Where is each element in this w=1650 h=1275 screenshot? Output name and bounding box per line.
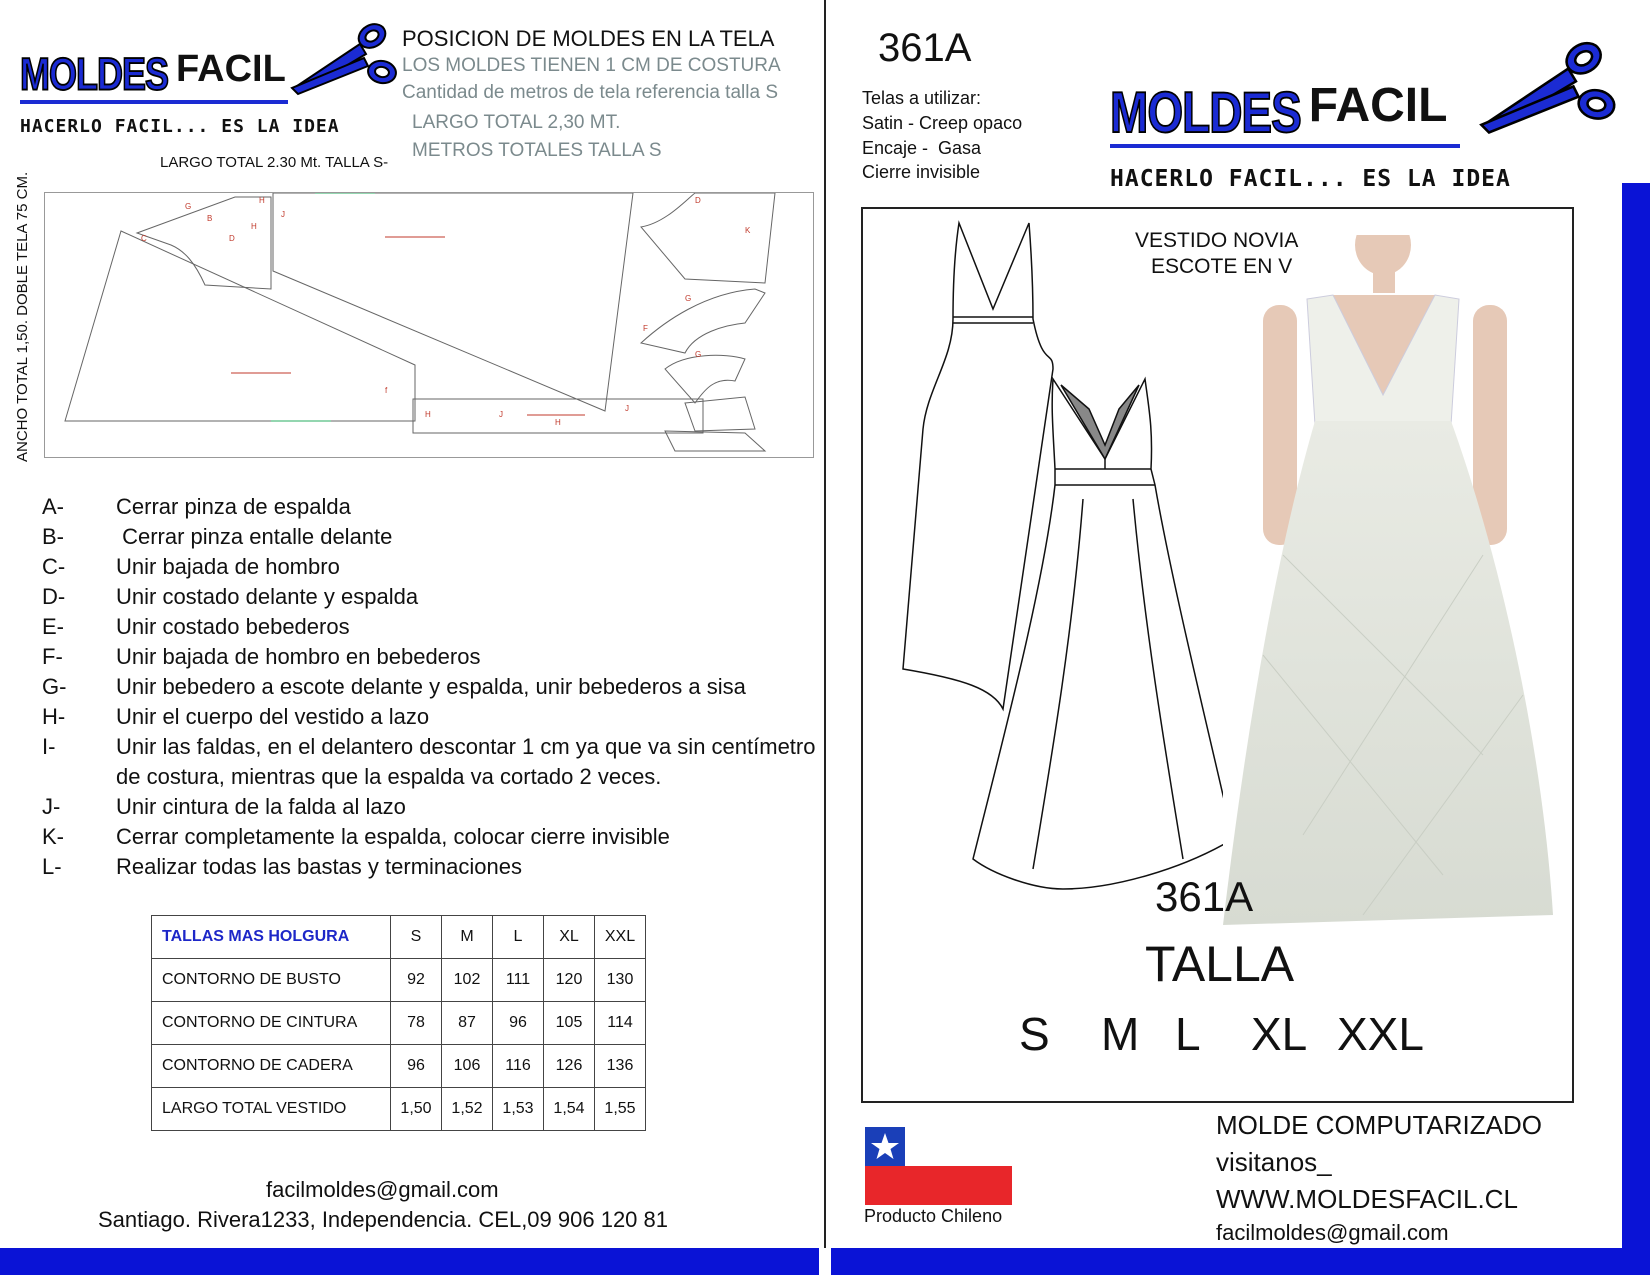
step-key: I- xyxy=(42,734,56,759)
table-header-cell: S xyxy=(391,916,442,959)
logo-word-facil: FACIL xyxy=(1308,79,1448,132)
side-width-label: ANCHO TOTAL 1,50. DOBLE TELA 75 CM. xyxy=(14,171,31,462)
step-text: Unir bajada de hombro xyxy=(116,554,340,579)
svg-text:J: J xyxy=(499,410,503,419)
svg-text:H: H xyxy=(555,418,561,427)
fabric-line: Cierre invisible xyxy=(862,162,981,182)
table-cell: 111 xyxy=(493,959,544,1002)
svg-text:G: G xyxy=(685,294,692,303)
header-total-meters: METROS TOTALES TALLA S xyxy=(412,140,662,161)
table-header-cell: TALLAS MAS HOLGURA xyxy=(152,916,391,959)
size-table xyxy=(151,915,646,1131)
fabric-line: Satin - Creep opaco xyxy=(862,113,1023,133)
header-title: POSICION DE MOLDES EN LA TELA xyxy=(402,26,775,51)
dress-illustration-box xyxy=(861,207,1574,1103)
list-item xyxy=(42,822,822,852)
table-cell: 120 xyxy=(544,959,595,1002)
size-option: L xyxy=(1175,1008,1201,1060)
step-key: G- xyxy=(42,674,67,699)
size-options xyxy=(1019,1007,1424,1061)
table-row xyxy=(152,1002,646,1045)
website-link[interactable]: WWW.MOLDESFACIL.CL xyxy=(1216,1184,1518,1214)
table-cell: 1,50 xyxy=(391,1088,442,1131)
list-item xyxy=(42,612,822,642)
table-header-cell: L xyxy=(493,916,544,959)
svg-text:J: J xyxy=(625,404,629,413)
pattern-layout xyxy=(44,192,814,458)
size-option: S xyxy=(1019,1008,1050,1060)
pattern-piece-bodice-back xyxy=(137,197,271,289)
table-header-cell: XL xyxy=(544,916,595,959)
table-cell: 87 xyxy=(442,1002,493,1045)
svg-text:H: H xyxy=(259,196,265,205)
chile-flag-icon xyxy=(865,1127,1012,1205)
table-cell: 114 xyxy=(595,1002,646,1045)
table-row xyxy=(152,1088,646,1131)
scissors-icon xyxy=(1466,30,1622,148)
table-header-cell: M xyxy=(442,916,493,959)
table-cell: 1,54 xyxy=(544,1088,595,1131)
step-text: Unir bajada de hombro en bebederos xyxy=(116,644,481,669)
step-text: Cerrar completamente la espalda, colocar cierre invisible xyxy=(116,824,670,849)
contact-address: Santiago. Rivera1233, Independencia. CEL,09 906 120 81 xyxy=(98,1207,668,1232)
table-cell: 1,55 xyxy=(595,1088,646,1131)
step-key: C- xyxy=(42,554,66,579)
table-cell: 126 xyxy=(544,1045,595,1088)
list-item xyxy=(42,672,822,702)
fabric-heading: Telas a utilizar: xyxy=(862,88,982,108)
table-cell: 106 xyxy=(442,1045,493,1088)
svg-text:J: J xyxy=(281,210,285,219)
header-total-length: LARGO TOTAL 2,30 MT. xyxy=(412,112,621,133)
table-cell: CONTORNO DE CADERA xyxy=(152,1045,391,1088)
step-key: E- xyxy=(42,614,64,639)
step-text: Unir las faldas, en el delantero descontar 1 cm ya que va sin centímetro de costura, mientras que la espalda va cortado 2 veces. xyxy=(116,734,816,789)
step-text: Cerrar pinza de espalda xyxy=(116,494,351,519)
step-text: Unir costado bebederos xyxy=(116,614,350,639)
assembly-steps xyxy=(42,492,822,882)
dress-flat-sketch xyxy=(883,209,1223,899)
table-header-row xyxy=(152,916,646,959)
bride-photo xyxy=(1223,235,1553,925)
header-seam-note: LOS MOLDES TIENEN 1 CM DE COSTURA xyxy=(402,55,781,76)
table-cell: 78 xyxy=(391,1002,442,1045)
svg-text:B: B xyxy=(207,214,213,223)
logo-word-moldes: MOLDES xyxy=(20,48,169,100)
list-item xyxy=(42,852,822,882)
page-divider xyxy=(824,0,826,1275)
pattern-piece-bodice-front xyxy=(641,193,775,283)
step-text: Cerrar pinza entalle delante xyxy=(116,524,393,549)
table-cell: 92 xyxy=(391,959,442,1002)
step-text: Realizar todas las bastas y terminaciones xyxy=(116,854,522,879)
bottom-bar-gap xyxy=(819,1248,831,1275)
right-accent-bar xyxy=(1622,183,1650,1275)
svg-text:G: G xyxy=(185,202,192,211)
step-key: D- xyxy=(42,584,66,609)
flag-caption: Producto Chileno xyxy=(864,1206,1003,1226)
svg-text:C: C xyxy=(141,234,147,243)
list-item xyxy=(42,522,822,552)
step-key: B- xyxy=(42,524,64,549)
right-tagline: HACERLO FACIL... ES LA IDEA xyxy=(1110,166,1511,192)
table-cell: 102 xyxy=(442,959,493,1002)
model-code: 361A xyxy=(878,26,972,70)
right-logo xyxy=(1110,78,1448,145)
layout-title: LARGO TOTAL 2.30 Mt. TALLA S- xyxy=(160,154,389,171)
footer-line: MOLDE COMPUTARIZADO xyxy=(1216,1110,1542,1140)
svg-text:H: H xyxy=(251,222,257,231)
table-cell: 105 xyxy=(544,1002,595,1045)
table-cell: 130 xyxy=(595,959,646,1002)
step-key: L- xyxy=(42,854,62,879)
svg-text:H: H xyxy=(425,410,431,419)
table-cell: 96 xyxy=(493,1002,544,1045)
list-item xyxy=(42,732,822,792)
table-cell: 116 xyxy=(493,1045,544,1088)
table-cell: 1,52 xyxy=(442,1088,493,1131)
step-key: J- xyxy=(42,794,61,819)
footer-line: visitanos_ xyxy=(1216,1147,1332,1177)
size-option: M xyxy=(1101,1008,1140,1060)
svg-text:F: F xyxy=(643,324,648,333)
table-cell: 136 xyxy=(595,1045,646,1088)
table-header-cell: XXL xyxy=(595,916,646,959)
step-text: Unir bebedero a escote delante y espalda, unir bebederos a sisa xyxy=(116,674,746,699)
pattern-pieces xyxy=(45,193,813,457)
table-cell: 1,53 xyxy=(493,1088,544,1131)
step-key: K- xyxy=(42,824,64,849)
list-item xyxy=(42,582,822,612)
pattern-piece-facing-2 xyxy=(665,355,745,403)
step-text: Unir el cuerpo del vestido a lazo xyxy=(116,704,430,729)
table-cell: 96 xyxy=(391,1045,442,1088)
pattern-piece-waistband xyxy=(413,399,703,433)
svg-text:G: G xyxy=(695,350,702,359)
pattern-piece-facing-1 xyxy=(641,289,765,353)
list-item xyxy=(42,792,822,822)
pattern-piece-skirt-back xyxy=(273,193,633,411)
left-tagline: HACERLO FACIL... ES LA IDEA xyxy=(20,116,340,137)
svg-text:D: D xyxy=(695,196,701,205)
table-cell: LARGO TOTAL VESTIDO xyxy=(152,1088,391,1131)
list-item xyxy=(42,552,822,582)
size-option: XXL xyxy=(1337,1008,1424,1060)
big-model-code: 361A xyxy=(1155,873,1254,920)
pattern-piece-facing-3 xyxy=(685,397,755,431)
dress-title-line: VESTIDO NOVIA xyxy=(1135,229,1299,252)
table-cell: CONTORNO DE CINTURA xyxy=(152,1002,391,1045)
svg-text:D: D xyxy=(229,234,235,243)
table-row xyxy=(152,1045,646,1088)
table-row xyxy=(152,959,646,1002)
contact-email: facilmoldes@gmail.com xyxy=(266,1177,499,1202)
step-key: A- xyxy=(42,494,64,519)
scissors-icon xyxy=(280,14,402,106)
left-logo xyxy=(20,48,286,100)
footer-email[interactable]: facilmoldes@gmail.com xyxy=(1216,1220,1449,1245)
step-text: Unir costado delante y espalda xyxy=(116,584,419,609)
header-fabric-note: Cantidad de metros de tela referencia talla S xyxy=(402,82,778,103)
svg-text:f: f xyxy=(385,386,388,395)
logo-word-moldes: MOLDES xyxy=(1110,79,1301,145)
size-option: XL xyxy=(1251,1008,1308,1060)
table-cell: CONTORNO DE BUSTO xyxy=(152,959,391,1002)
svg-text:K: K xyxy=(745,226,751,235)
step-key: F- xyxy=(42,644,63,669)
step-text: Unir cintura de la falda al lazo xyxy=(116,794,406,819)
list-item xyxy=(42,492,822,522)
pattern-piece-facing-4 xyxy=(665,431,765,451)
step-key: H- xyxy=(42,704,66,729)
list-item xyxy=(42,642,822,672)
list-item xyxy=(42,702,822,732)
dress-title-line: ESCOTE EN V xyxy=(1151,255,1293,278)
logo-word-facil: FACIL xyxy=(176,48,286,90)
pattern-piece-skirt-front xyxy=(65,231,415,421)
fabric-line: Encaje - Gasa xyxy=(862,138,982,158)
talla-label: TALLA xyxy=(1145,936,1295,992)
